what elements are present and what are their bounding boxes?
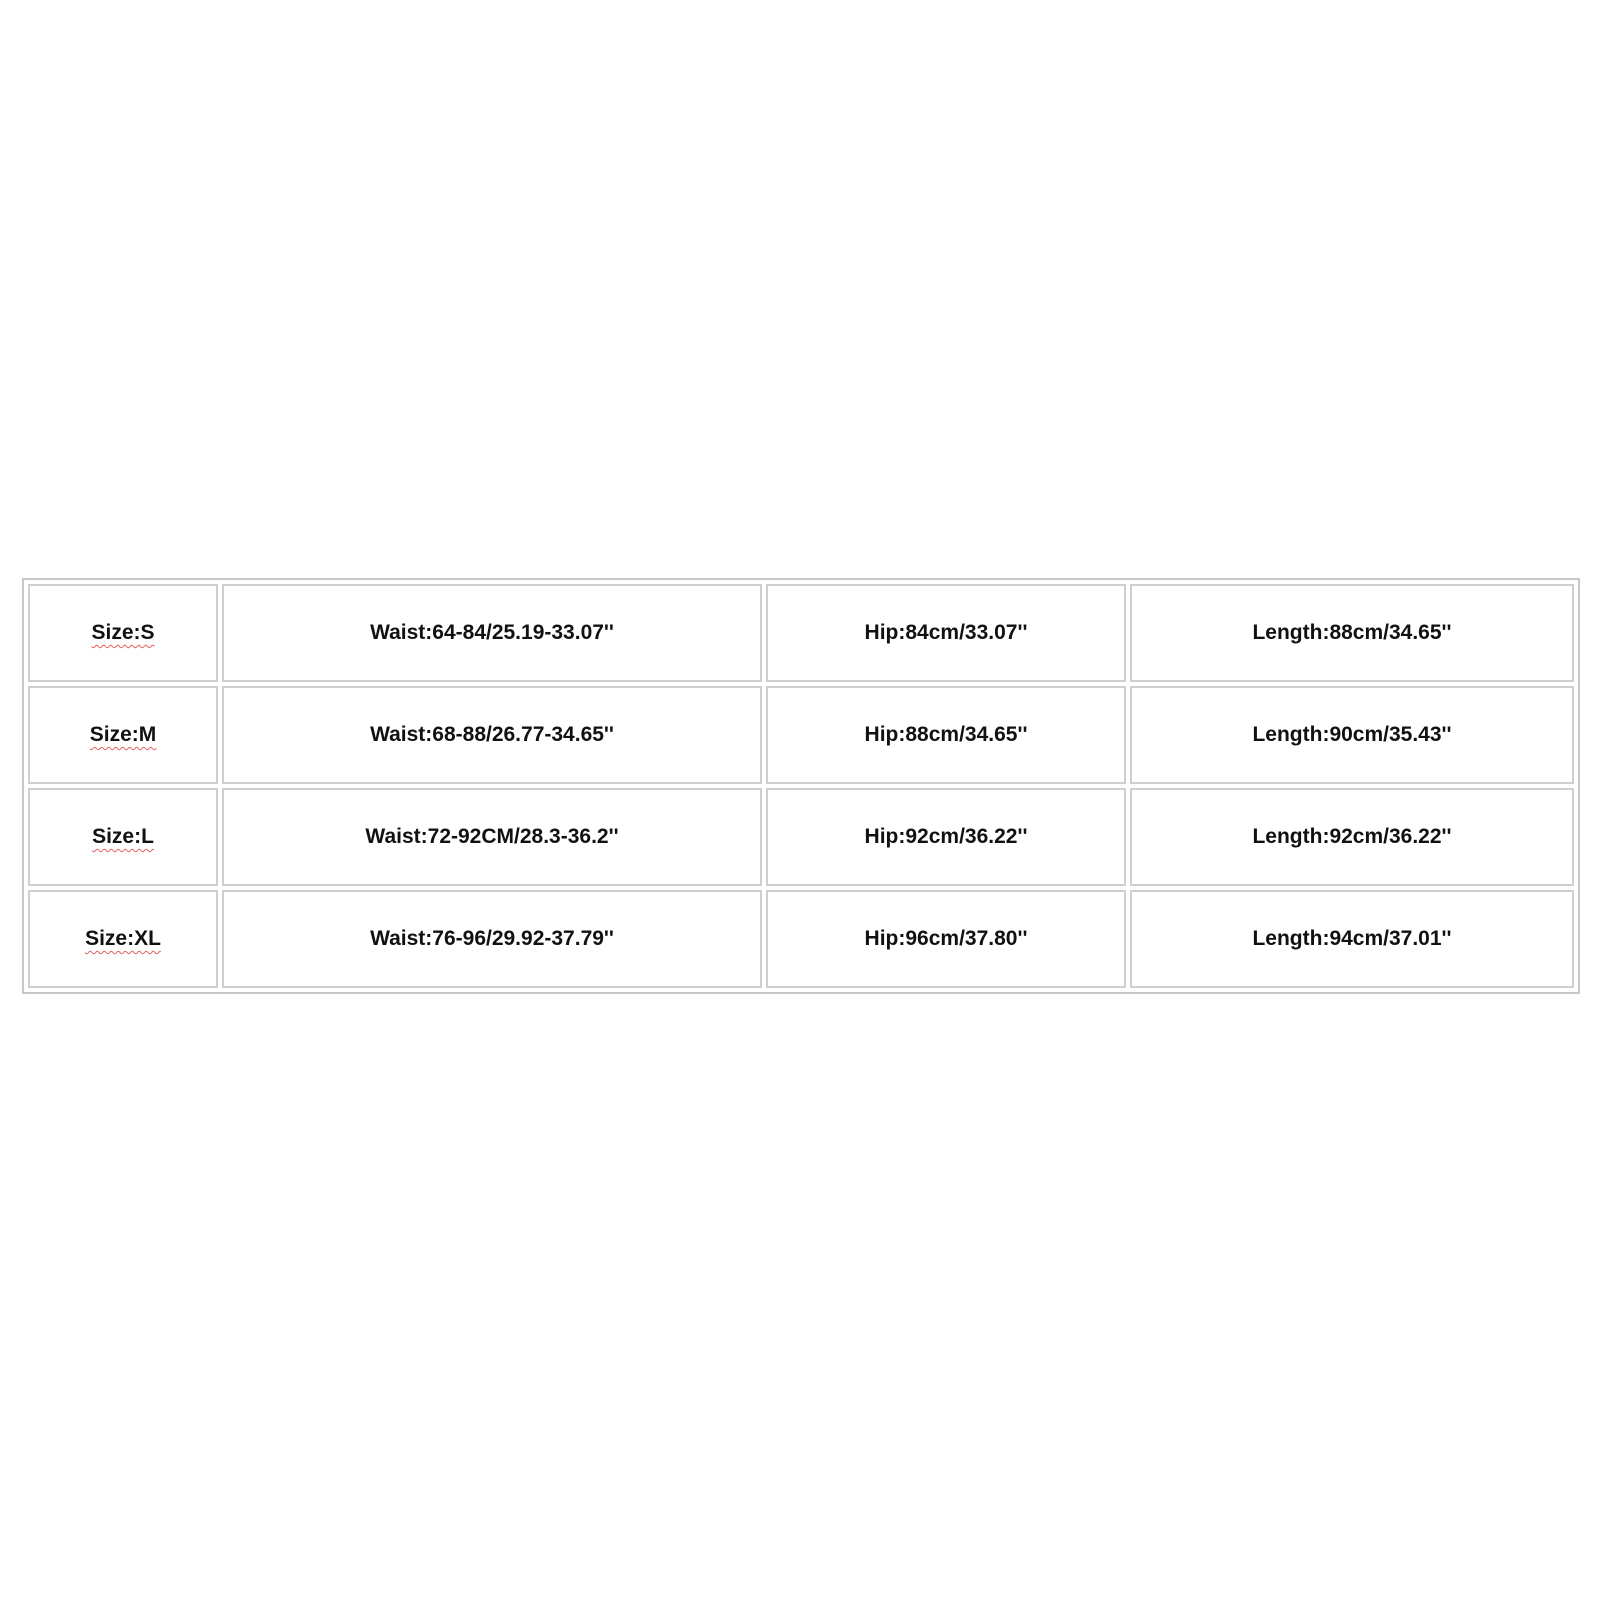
table-row: [28, 788, 1574, 886]
length-cell: Length:88cm/34.65'': [1130, 584, 1574, 682]
hip-cell: Hip:92cm/36.22'': [766, 788, 1126, 886]
table-row: [28, 890, 1574, 988]
table-row: [28, 686, 1574, 784]
size-cell: [28, 788, 218, 886]
waist-cell: Waist:68-88/26.77-34.65'': [222, 686, 762, 784]
waist-cell: Waist:76-96/29.92-37.79'': [222, 890, 762, 988]
length-cell: Length:90cm/35.43'': [1130, 686, 1574, 784]
hip-cell: Hip:84cm/33.07'': [766, 584, 1126, 682]
size-label: Size:L: [92, 825, 154, 848]
hip-cell: Hip:88cm/34.65'': [766, 686, 1126, 784]
size-cell: [28, 686, 218, 784]
size-label: Size:S: [91, 621, 155, 644]
waist-cell: Waist:72-92CM/28.3-36.2'': [222, 788, 762, 886]
waist-cell: Waist:64-84/25.19-33.07'': [222, 584, 762, 682]
size-label: Size:XL: [85, 927, 161, 950]
size-chart-table: [22, 578, 1580, 994]
length-cell: Length:92cm/36.22'': [1130, 788, 1574, 886]
size-cell: [28, 584, 218, 682]
hip-cell: Hip:96cm/37.80'': [766, 890, 1126, 988]
size-cell: [28, 890, 218, 988]
table-row: [28, 584, 1574, 682]
size-label: Size:M: [89, 723, 157, 746]
length-cell: Length:94cm/37.01'': [1130, 890, 1574, 988]
